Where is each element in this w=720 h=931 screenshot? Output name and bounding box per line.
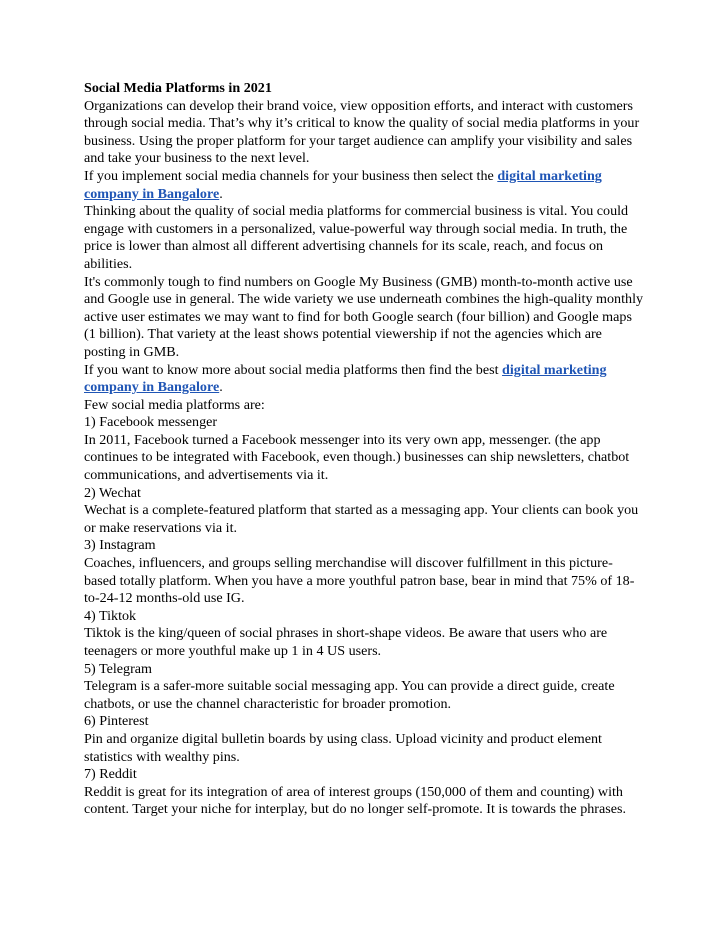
cta-paragraph-1: [84, 168, 644, 203]
digital-marketing-link-2[interactable]: digital marketing company in Bangalore: [84, 361, 607, 396]
platform-text-facebook-messenger: In 2011, Facebook turned a Facebook messenger into its very own app, messenger. (the app continues to be integrated with Facebook, even though.) businesses can ship newsletters, chatbot communications, and advertisements via it.: [84, 431, 630, 484]
platform-text-instagram: Coaches, influencers, and groups selling merchandise will discover fulfillment in this picture-based totally platform. When you have a more youthful patron base, bear in mind that 75% of 18-to-24-12 months-old use IG.: [84, 555, 635, 607]
platform-heading-tiktok: 4) Tiktok: [84, 607, 137, 624]
platform-heading-reddit: 7) Reddit: [84, 766, 137, 783]
platform-text-tiktok: Tiktok is the king/queen of social phrases in short-shape videos. Be aware that users who are teenagers or more youthful make up 1 in 4 US users.: [84, 625, 608, 659]
platform-heading-instagram: 3) Instagram: [84, 537, 156, 554]
platform-text-pinterest: Pin and organize digital bulletin boards by using class. Upload vicinity and product element statistics with wealthy pins.: [84, 730, 602, 765]
platform-text-telegram: Telegram is a safer-more suitable social messaging app. You can provide a direct guide, create chatbots, or use the channel characteristic for broader promotion.: [84, 678, 615, 712]
quality-paragraph: Thinking about the quality of social media platforms for commercial business is vital. You could engage with customers in a personalized, value-powerful way through social media. In truth, the price is lower than almost all different advertising channels for its scale, reach, and focus on abilities.: [84, 203, 629, 272]
platform-text-wechat: Wechat is a complete-featured platform that started as a messaging app. Your clients can book you or make reservations via it.: [84, 502, 639, 536]
document-title: Social Media Platforms in 2021: [84, 80, 272, 96]
cta-2-text: If you want to know more about social media platforms then find the best: [84, 361, 503, 378]
intro-paragraph: Organizations can develop their brand voice, view opposition efforts, and interact with customers through social media. That’s why it’s critical to know the quality of social media platforms in your business. Using the proper platform for your target audience can amplify your visibility and sales and take your business to the next level.: [84, 97, 640, 167]
platform-heading-wechat: 2) Wechat: [84, 484, 141, 501]
cta-1-period: .: [219, 185, 223, 202]
platform-text-reddit: Reddit is great for its integration of area of interest groups (150,000 of them and counting) with content. Target your niche for interplay, but do no longer self-promote. It is towards the phrases.: [84, 783, 627, 818]
document-page: [84, 80, 644, 819]
platform-heading-pinterest: 6) Pinterest: [84, 713, 149, 730]
gmb-paragraph: It's commonly tough to find numbers on Google My Business (GMB) month-to-month active use and Google use in general. The wide variety we use underneath combines the high-quality monthly active user estimates we may want to find for both Google search (four billion) and Google maps (1 billion). That variety at the least shows potential viewership if not the agencies which are posting in GMB.: [84, 273, 644, 360]
cta-2-period: .: [219, 379, 223, 396]
cta-1-text: If you implement social media channels for your business then select the: [84, 167, 498, 184]
platform-heading-facebook-messenger: 1) Facebook messenger: [84, 414, 218, 431]
digital-marketing-link-1[interactable]: digital marketing company in Bangalore: [84, 167, 602, 202]
platform-list-intro: Few social media platforms are:: [84, 396, 265, 413]
platform-heading-telegram: 5) Telegram: [84, 660, 153, 677]
cta-paragraph-2: [84, 362, 644, 397]
